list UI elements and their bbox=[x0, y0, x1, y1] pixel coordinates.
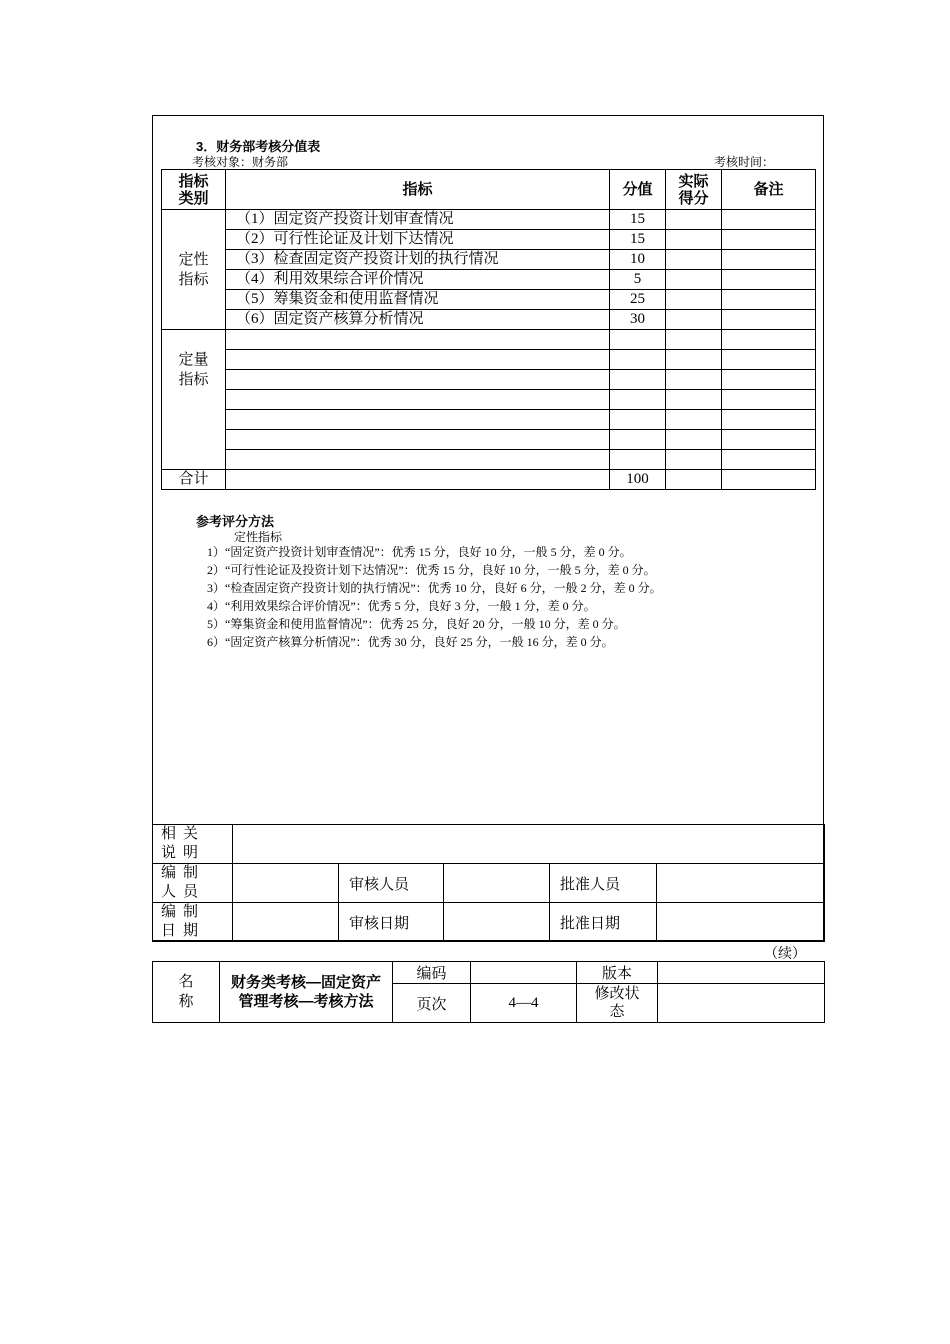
table-row bbox=[162, 310, 816, 330]
indicator-cell: （2）可行性论证及计划下达情况 bbox=[226, 230, 610, 250]
review-date-value[interactable] bbox=[444, 903, 550, 942]
section-title: 3．财务部考核分值表 bbox=[196, 139, 321, 154]
name-label: 名称 bbox=[153, 962, 220, 1023]
table-row bbox=[162, 410, 816, 430]
indicator-cell: （3）检查固定资产投资计划的执行情况 bbox=[226, 250, 610, 270]
remark-cell[interactable] bbox=[722, 430, 816, 450]
indicator-cell[interactable] bbox=[226, 410, 610, 430]
score-cell[interactable] bbox=[610, 350, 666, 370]
indicator-cell: （5）筹集资金和使用监督情况 bbox=[226, 290, 610, 310]
rule-item: 1）“固定资产投资计划审查情况”：优秀 15 分，良好 10 分，一般 5 分，差 0 分。 bbox=[207, 545, 632, 559]
score-cell: 25 bbox=[610, 290, 666, 310]
score-cell[interactable] bbox=[610, 330, 666, 350]
version-label: 版本 bbox=[577, 962, 658, 984]
table-row bbox=[162, 370, 816, 390]
remark-cell[interactable] bbox=[722, 270, 816, 290]
document-title: 财务类考核—固定资产管理考核—考核方法 bbox=[220, 962, 393, 1023]
score-cell: 5 bbox=[610, 270, 666, 290]
indicator-cell[interactable] bbox=[226, 430, 610, 450]
header-score: 分值 bbox=[610, 170, 666, 210]
table-row bbox=[162, 250, 816, 270]
compile-date-value[interactable] bbox=[233, 903, 339, 942]
header-actual: 实际得分 bbox=[666, 170, 722, 210]
time-label: 考核时间： bbox=[714, 155, 775, 169]
indicator-cell: （4）利用效果综合评价情况 bbox=[226, 270, 610, 290]
table-row bbox=[162, 450, 816, 470]
score-cell[interactable] bbox=[610, 430, 666, 450]
status-value bbox=[658, 984, 825, 1023]
actual-cell[interactable] bbox=[666, 250, 722, 270]
remark-cell[interactable] bbox=[722, 310, 816, 330]
rule-item: 5）“筹集资金和使用监督情况”：优秀 25 分，良好 20 分，一般 10 分，差 0 分。 bbox=[207, 617, 626, 631]
code-value bbox=[471, 962, 577, 984]
page-label: 页次 bbox=[393, 984, 471, 1023]
total-indicator-cell bbox=[226, 470, 610, 490]
actual-cell[interactable] bbox=[666, 390, 722, 410]
date-row bbox=[153, 903, 825, 942]
total-score: 100 bbox=[610, 470, 666, 490]
remark-cell[interactable] bbox=[722, 370, 816, 390]
remark-cell[interactable] bbox=[722, 350, 816, 370]
indicator-cell[interactable] bbox=[226, 450, 610, 470]
remark-cell[interactable] bbox=[722, 290, 816, 310]
actual-cell[interactable] bbox=[666, 310, 722, 330]
score-cell[interactable] bbox=[610, 450, 666, 470]
table-row bbox=[162, 390, 816, 410]
code-label: 编码 bbox=[393, 962, 471, 984]
related-row bbox=[153, 825, 825, 864]
actual-cell[interactable] bbox=[666, 350, 722, 370]
remark-cell[interactable] bbox=[722, 330, 816, 350]
related-value[interactable] bbox=[233, 825, 825, 864]
continued-label: （续） bbox=[764, 947, 806, 962]
category-quantitative: 定量指标 bbox=[162, 330, 226, 470]
actual-cell[interactable] bbox=[666, 210, 722, 230]
indicator-cell: （6）固定资产核算分析情况 bbox=[226, 310, 610, 330]
header-remark: 备注 bbox=[722, 170, 816, 210]
approver-label: 批准人员 bbox=[550, 864, 657, 903]
total-remark-cell[interactable] bbox=[722, 470, 816, 490]
reference-rules bbox=[207, 543, 662, 651]
approve-date-label: 批准日期 bbox=[550, 903, 657, 942]
actual-cell[interactable] bbox=[666, 410, 722, 430]
score-cell: 10 bbox=[610, 250, 666, 270]
total-actual-cell[interactable] bbox=[666, 470, 722, 490]
category-qualitative: 定性指标 bbox=[162, 210, 226, 330]
table-row bbox=[162, 290, 816, 310]
footer-table bbox=[152, 961, 825, 1023]
score-cell[interactable] bbox=[610, 370, 666, 390]
table-row bbox=[162, 330, 816, 350]
header-category: 指标类别 bbox=[162, 170, 226, 210]
version-value bbox=[658, 962, 825, 984]
table-row bbox=[162, 430, 816, 450]
remark-cell[interactable] bbox=[722, 210, 816, 230]
actual-cell[interactable] bbox=[666, 270, 722, 290]
indicator-cell[interactable] bbox=[226, 390, 610, 410]
related-label: 相关说明 bbox=[153, 825, 233, 864]
compiler-label: 编制人员 bbox=[153, 864, 233, 903]
table-row bbox=[162, 350, 816, 370]
footer-row bbox=[153, 962, 825, 984]
table-header-row bbox=[162, 170, 816, 210]
remark-cell[interactable] bbox=[722, 410, 816, 430]
status-label: 修改状态 bbox=[577, 984, 658, 1023]
table-row bbox=[162, 270, 816, 290]
rule-item: 2）“可行性论证及投资计划下达情况”：优秀 15 分，良好 10 分，一般 5 分，差 0 分。 bbox=[207, 563, 656, 577]
indicator-cell[interactable] bbox=[226, 330, 610, 350]
actual-cell[interactable] bbox=[666, 330, 722, 350]
reviewer-value[interactable] bbox=[444, 864, 550, 903]
actual-cell[interactable] bbox=[666, 450, 722, 470]
indicator-cell[interactable] bbox=[226, 350, 610, 370]
score-cell[interactable] bbox=[610, 410, 666, 430]
reference-title: 参考评分方法 bbox=[196, 514, 275, 529]
actual-cell[interactable] bbox=[666, 230, 722, 250]
header-indicator: 指标 bbox=[226, 170, 610, 210]
actual-cell[interactable] bbox=[666, 430, 722, 450]
score-cell: 15 bbox=[610, 230, 666, 250]
table-row bbox=[162, 210, 816, 230]
actual-cell[interactable] bbox=[666, 370, 722, 390]
target-label: 考核对象：财务部 bbox=[192, 155, 289, 169]
remark-cell[interactable] bbox=[722, 390, 816, 410]
remark-cell[interactable] bbox=[722, 250, 816, 270]
approve-date-value[interactable] bbox=[657, 903, 825, 942]
remark-cell[interactable] bbox=[722, 450, 816, 470]
info-table bbox=[152, 824, 825, 942]
score-table bbox=[161, 169, 816, 490]
score-cell: 15 bbox=[610, 210, 666, 230]
compiler-value[interactable] bbox=[233, 864, 339, 903]
rule-item: 4）“利用效果综合评价情况”：优秀 5 分，良好 3 分，一般 1 分，差 0 分。 bbox=[207, 599, 596, 613]
reference-subtitle: 定性指标 bbox=[234, 530, 283, 544]
indicator-cell: （1）固定资产投资计划审查情况 bbox=[226, 210, 610, 230]
reviewer-label: 审核人员 bbox=[339, 864, 444, 903]
score-cell[interactable] bbox=[610, 390, 666, 410]
rule-item: 3）“检查固定资产投资计划的执行情况”：优秀 10 分，良好 6 分，一般 2 分，差 0 分。 bbox=[207, 581, 662, 595]
indicator-cell[interactable] bbox=[226, 370, 610, 390]
total-row bbox=[162, 470, 816, 490]
rule-item: 6）“固定资产核算分析情况”：优秀 30 分，良好 25 分，一般 16 分，差 0 分。 bbox=[207, 635, 614, 649]
actual-cell[interactable] bbox=[666, 290, 722, 310]
score-cell: 30 bbox=[610, 310, 666, 330]
review-date-label: 审核日期 bbox=[339, 903, 444, 942]
staff-row bbox=[153, 864, 825, 903]
compile-date-label: 编制日期 bbox=[153, 903, 233, 942]
remark-cell[interactable] bbox=[722, 230, 816, 250]
total-label: 合计 bbox=[162, 470, 226, 490]
approver-value[interactable] bbox=[657, 864, 825, 903]
page-value: 4—4 bbox=[471, 984, 577, 1023]
table-row bbox=[162, 230, 816, 250]
